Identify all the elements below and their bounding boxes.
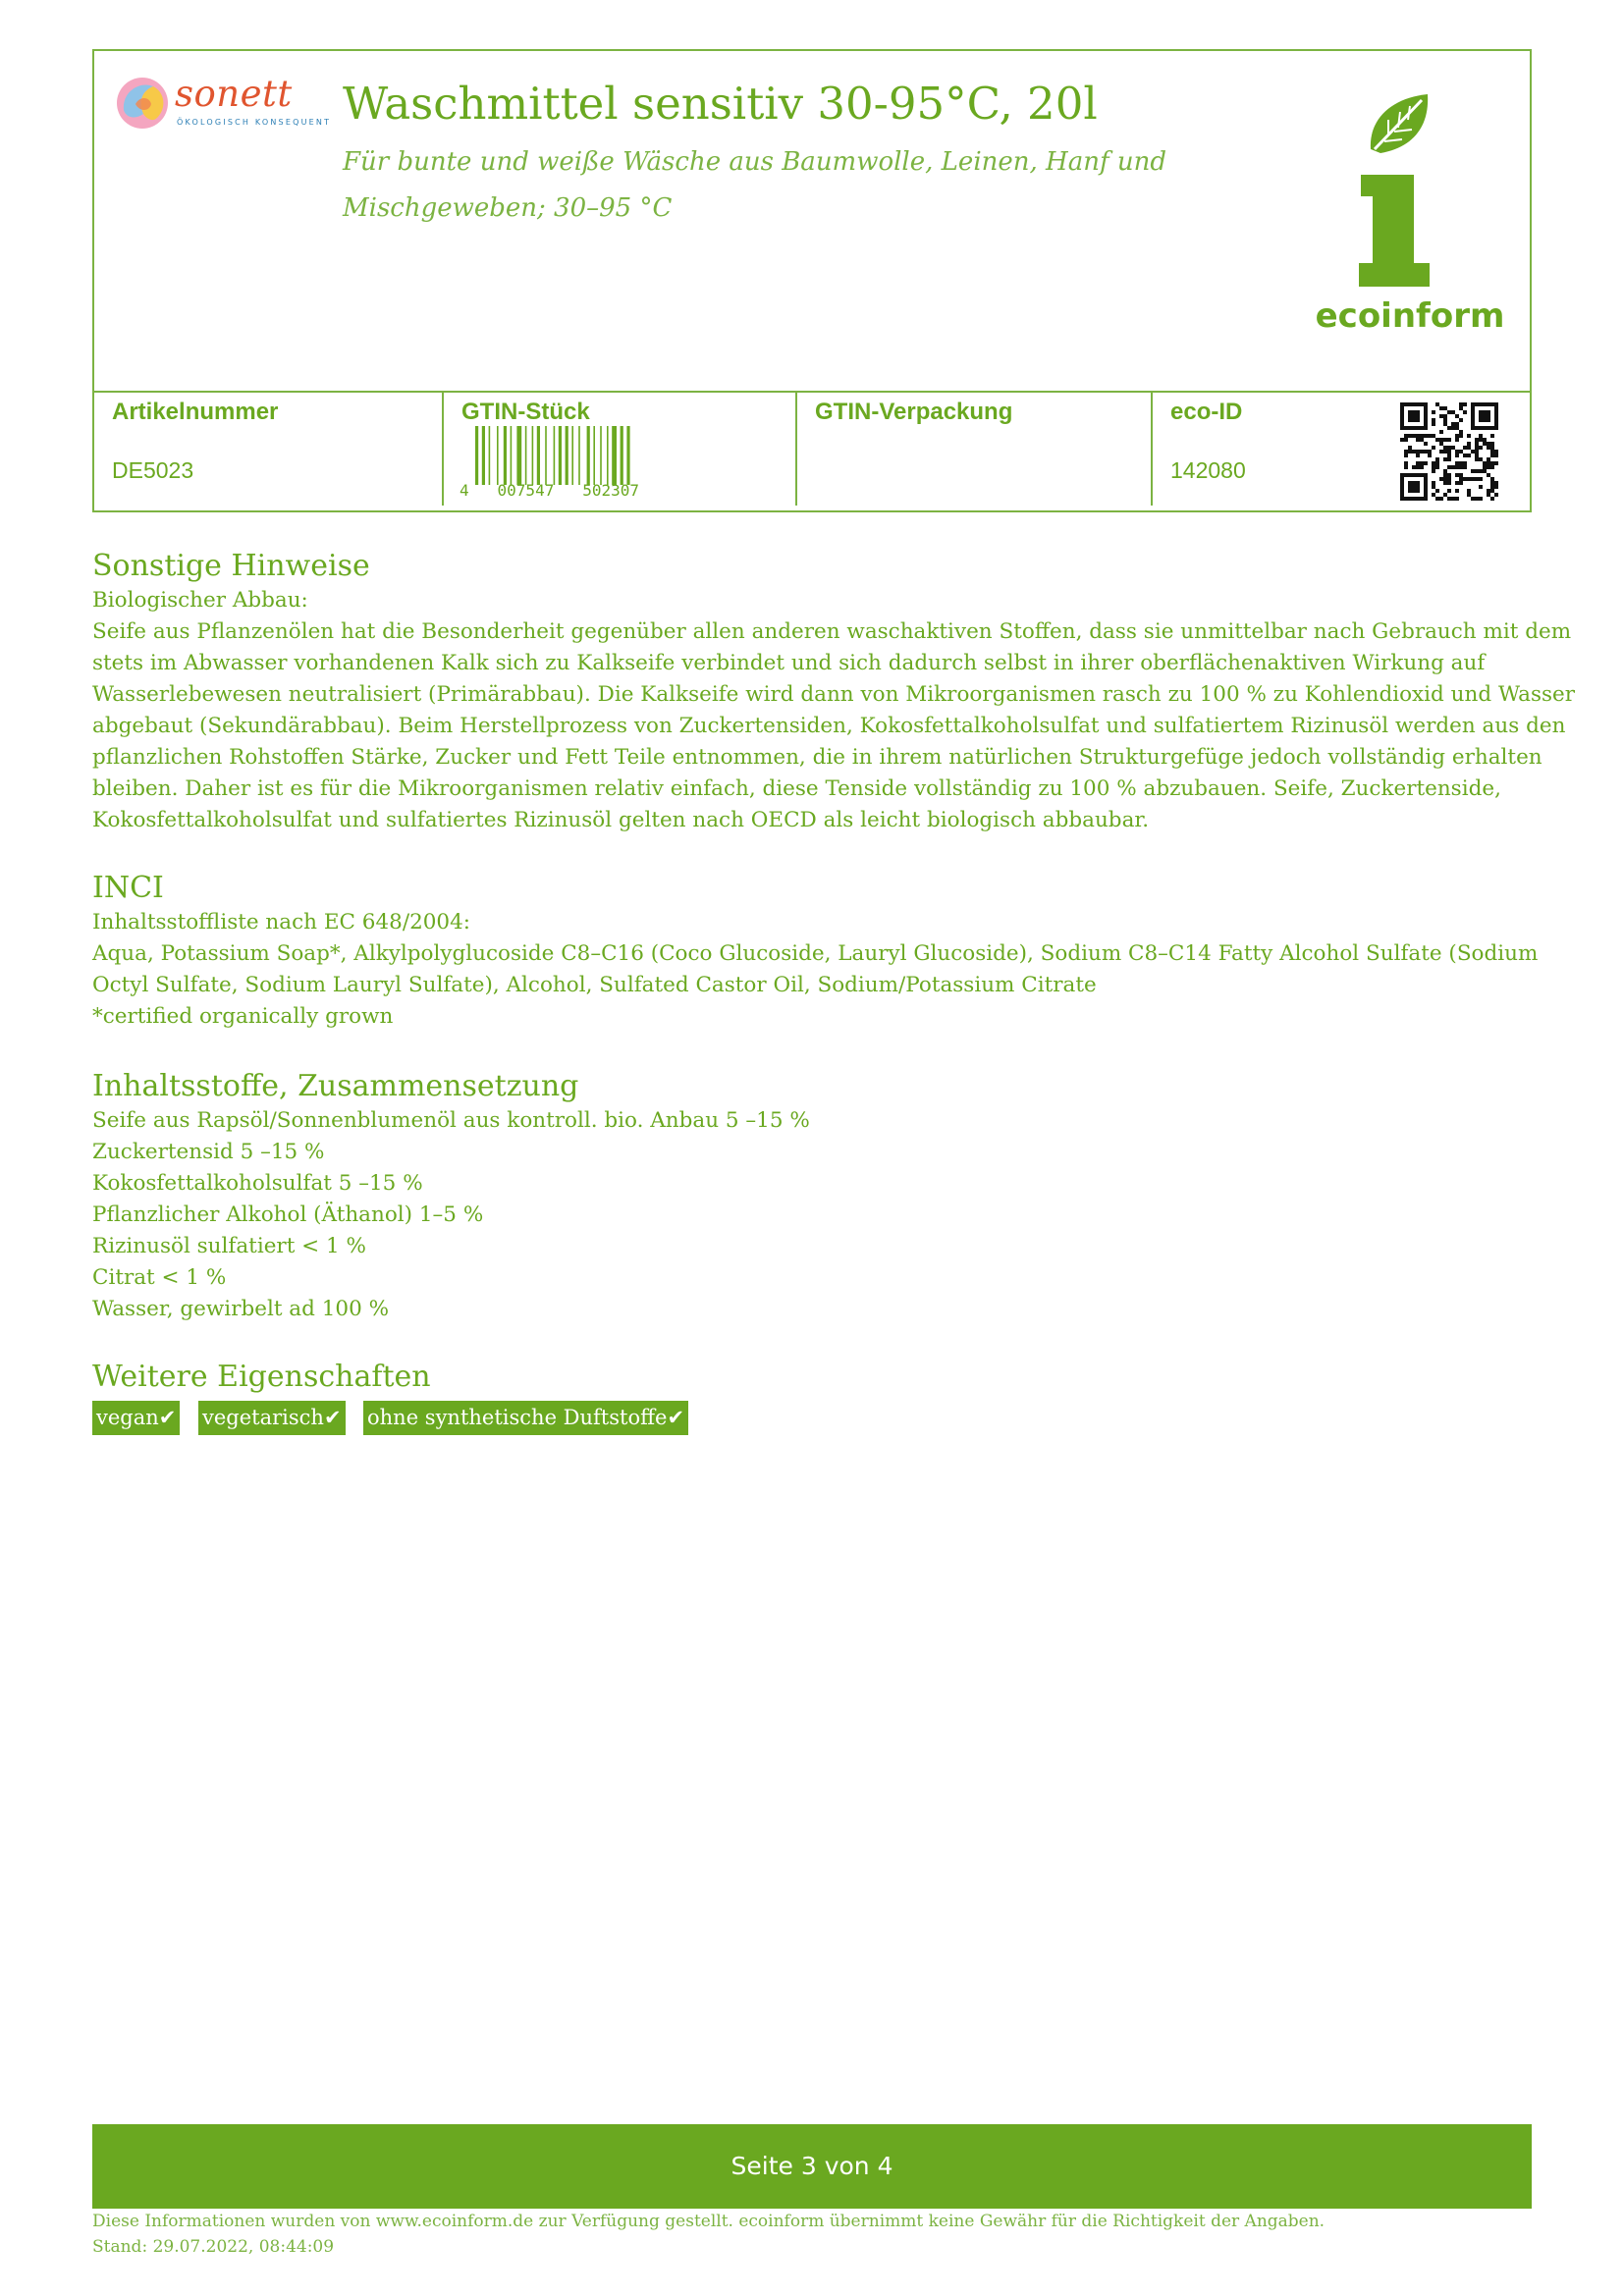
text-line: Seife aus Pflanzenölen hat die Besonderheit gegenüber allen anderen waschaktiven Stoffen, dass sie unmittelbar nach Gebrauch mit dem (92, 619, 1572, 644)
tag-ohne-duftstoffe: ohne synthetische Duftstoffe✔ (363, 1401, 688, 1435)
qr-module (1487, 442, 1490, 446)
text-line: Kokosfettalkoholsulfat und sulfatiertes Rizinusöl gelten nach OECD als leicht biologisch abbaubar. (92, 808, 1150, 832)
ingredient-line: Kokosfettalkoholsulfat 5 –15 % (92, 1171, 423, 1196)
gtin-verpackung-cell (797, 393, 1151, 510)
qr-module (1490, 485, 1494, 489)
qr-module (1432, 481, 1435, 485)
qr-module (1451, 410, 1455, 414)
sonett-logo (114, 71, 330, 139)
qr-module (1443, 418, 1447, 422)
qr-module (1408, 434, 1412, 438)
text-line: Octyl Sulfate, Sodium Lauryl Sulfate), Alcohol, Sulfated Castor Oil, Sodium/Potassium Citrate (92, 973, 1097, 997)
qr-module (1459, 450, 1463, 454)
qr-module (1443, 422, 1447, 426)
text-line: *certified organically grown (92, 1004, 394, 1029)
footer-bar (92, 2124, 1532, 2209)
qr-module (1432, 485, 1435, 489)
subtitle-line: Mischgeweben; 30–95 °C (343, 193, 673, 223)
text-line: bleiben. Daher ist es für die Mikroorganismen relativ einfach, diese Tenside vollständig zu 100 % abzubauen. Seife, Zuckertenside, (92, 776, 1501, 801)
qr-module (1416, 438, 1420, 442)
qr-module (1404, 465, 1408, 469)
qr-module (1439, 406, 1443, 410)
barcode-bar (600, 426, 602, 485)
barcode-bar (626, 426, 629, 485)
qr-module (1439, 414, 1443, 418)
qr-module (1443, 493, 1447, 497)
qr-module (1408, 410, 1420, 422)
subtitle-line: Für bunte und weiße Wäsche aus Baumwolle, Leinen, Hanf und (343, 147, 1166, 177)
qr-module (1479, 434, 1483, 438)
section-title: Weitere Eigenschaften (92, 1360, 431, 1394)
qr-module (1420, 434, 1424, 438)
qr-module (1494, 481, 1498, 485)
barcode-bar (482, 426, 485, 485)
ingredient-line: Seife aus Rapsöl/Sonnenblumenöl aus kontroll. bio. Anbau 5 –15 % (92, 1108, 810, 1133)
section-title: Sonstige Hinweise (92, 549, 370, 583)
qr-module (1455, 489, 1459, 493)
qr-module (1443, 438, 1447, 442)
qr-module (1467, 446, 1471, 450)
qr-module (1424, 450, 1428, 454)
qr-module (1490, 454, 1494, 457)
qr-module (1490, 481, 1494, 485)
qr-module (1463, 446, 1467, 450)
qr-module (1490, 450, 1494, 454)
qr-module (1479, 438, 1483, 442)
qr-module (1490, 477, 1494, 481)
qr-module (1447, 497, 1451, 501)
gtin-stueck-cell (444, 393, 795, 510)
barcode-bar (612, 426, 617, 485)
qr-module (1416, 461, 1420, 465)
qr-module (1435, 497, 1439, 501)
qr-module (1432, 418, 1435, 422)
qr-module (1455, 414, 1459, 418)
qr-module (1447, 446, 1451, 450)
artikelnummer-label: Artikelnummer (112, 399, 279, 425)
section-body (92, 1105, 1532, 1325)
qr-module (1463, 402, 1467, 406)
qr-module (1475, 457, 1479, 461)
qr-module (1455, 438, 1459, 442)
qr-module (1439, 450, 1443, 454)
leaf-icon (1312, 90, 1508, 296)
qr-module (1459, 477, 1463, 481)
qr-module (1459, 461, 1463, 465)
qr-module (1487, 461, 1490, 465)
qr-module (1420, 450, 1424, 454)
qr-module (1463, 477, 1467, 481)
qr-module (1479, 410, 1490, 422)
tag-vegan: vegan✔ (92, 1401, 180, 1435)
qr-module (1467, 477, 1471, 481)
product-subtitle (343, 139, 1187, 232)
ecoinform-logo (1312, 90, 1508, 350)
qr-module (1490, 446, 1494, 450)
section-inhaltsstoffe (92, 1068, 1532, 1325)
qr-module (1459, 406, 1463, 410)
qr-module (1408, 481, 1420, 493)
qr-module (1408, 450, 1412, 454)
qr-module (1424, 442, 1428, 446)
qr-module (1455, 450, 1459, 454)
qr-module (1479, 497, 1483, 501)
qr-module (1408, 446, 1412, 450)
qr-module (1447, 426, 1451, 430)
qr-module (1479, 477, 1483, 481)
text-line: Biologischer Abbau: (92, 588, 308, 613)
qr-module (1439, 497, 1443, 501)
qr-module (1483, 461, 1487, 465)
barcode-bar (566, 426, 568, 485)
qr-module (1463, 454, 1467, 457)
qr-module (1494, 454, 1498, 457)
qr-module (1447, 410, 1451, 414)
qr-module (1467, 442, 1471, 446)
qr-module (1475, 442, 1479, 446)
qr-module (1443, 477, 1447, 481)
qr-module (1459, 434, 1463, 438)
qr-module (1432, 469, 1435, 473)
qr-module (1447, 477, 1451, 481)
stand-date: Stand: 29.07.2022, 08:44:09 (92, 2237, 335, 2257)
qr-module (1432, 446, 1435, 450)
barcode-bar (537, 426, 540, 485)
qr-module (1432, 410, 1435, 414)
qr-module (1443, 450, 1447, 454)
qr-module (1459, 473, 1463, 477)
barcode-bar (578, 426, 580, 485)
section-eigenschaften (92, 1359, 1532, 1396)
qr-module (1439, 430, 1443, 434)
qr-module (1412, 450, 1416, 454)
qr-module (1432, 461, 1435, 465)
eco-id-label: eco-ID (1170, 399, 1243, 425)
qr-module (1475, 450, 1479, 454)
ingredient-line: Pflanzlicher Alkohol (Äthanol) 1–5 % (92, 1202, 484, 1227)
qr-module (1451, 426, 1455, 430)
qr-module (1494, 485, 1498, 489)
text-line: pflanzlichen Rohstoffen Stärke, Zucker und Fett Teile entnommen, die in ihrem natürlichen Strukturgefüge jedoch vollständig erhalten (92, 745, 1542, 770)
qr-module (1455, 497, 1459, 501)
gtin-verpackung-label: GTIN-Verpackung (815, 399, 1013, 425)
qr-module (1400, 438, 1404, 442)
qr-module (1432, 465, 1435, 469)
qr-module (1463, 410, 1467, 414)
qr-module (1435, 438, 1439, 442)
qr-module (1424, 434, 1428, 438)
qr-module (1467, 454, 1471, 457)
qr-module (1443, 473, 1447, 477)
qr-module (1479, 469, 1483, 473)
qr-module (1483, 469, 1487, 473)
qr-module (1439, 477, 1443, 481)
qr-module (1435, 402, 1439, 406)
barcode-bar (559, 426, 562, 485)
qr-module (1479, 457, 1483, 461)
qr-module (1435, 457, 1439, 461)
text-line: abgebaut (Sekundärabbau). Beim Herstellprozess von Zuckertensiden, Kokosfettalkoholsulfat und sulfatiertem Rizinusöl werden aus den (92, 714, 1566, 738)
qr-module (1467, 489, 1471, 493)
qr-module (1404, 461, 1408, 465)
text-line: stets im Abwasser vorhandenen Kalk sich zu Kalkseife verbindet und sich dadurch selbst in ihrer oberflächenaktiven Wirkung auf (92, 651, 1486, 675)
qr-module (1487, 493, 1490, 497)
qr-module (1455, 473, 1459, 477)
qr-module (1494, 461, 1498, 465)
page-number: Seite 3 von 4 (730, 2152, 893, 2180)
qr-module (1416, 465, 1420, 469)
qr-module (1428, 434, 1432, 438)
qr-module (1412, 434, 1416, 438)
qr-module (1428, 450, 1432, 454)
qr-module (1490, 442, 1494, 446)
barcode-bar (511, 426, 513, 485)
qr-module (1443, 446, 1447, 450)
qr-module (1455, 434, 1459, 438)
barcode-bar (489, 426, 491, 485)
qr-module (1459, 481, 1463, 485)
qr-module (1479, 485, 1483, 489)
disclaimer-text: Diese Informationen wurden von www.ecoinform.de zur Verfügung gestellt. ecoinform übernimmt keine Gewähr für die Richtigkeit der Angaben. (92, 2212, 1325, 2231)
qr-module (1432, 422, 1435, 426)
qr-module (1487, 489, 1490, 493)
product-info-row (94, 393, 1530, 510)
tag-vegetarisch: vegetarisch✔ (198, 1401, 346, 1435)
qr-module (1451, 446, 1455, 450)
qr-module (1412, 465, 1416, 469)
qr-module (1451, 465, 1455, 469)
barcode-bar (532, 426, 534, 485)
qr-module (1439, 438, 1443, 442)
qr-module (1494, 450, 1498, 454)
sonett-swirl-icon (114, 75, 171, 132)
qr-module (1471, 469, 1475, 473)
qr-module (1447, 454, 1451, 457)
qr-module (1475, 446, 1479, 450)
barcode-bar (587, 426, 590, 485)
qr-module (1447, 438, 1451, 442)
qr-module (1443, 481, 1447, 485)
qr-module (1471, 497, 1475, 501)
text-line: Wasserlebewesen neutralisiert (Primärabbau). Die Kalkseife wird dann von Mikroorganismen rasch zu 100 % zu Kohlendioxid und Wasser (92, 682, 1576, 707)
ingredient-line: Citrat < 1 % (92, 1265, 227, 1290)
qr-module (1455, 481, 1459, 485)
section-inci (92, 870, 1539, 1033)
qr-module (1404, 438, 1408, 442)
ingredient-line: Rizinusöl sulfatiert < 1 % (92, 1234, 366, 1258)
qr-module (1435, 489, 1439, 493)
qr-module (1432, 434, 1435, 438)
qr-module (1467, 434, 1471, 438)
qr-module (1435, 465, 1439, 469)
qr-module (1443, 469, 1447, 473)
qr-module (1475, 477, 1479, 481)
qr-module (1475, 469, 1479, 473)
qr-module (1404, 454, 1408, 457)
qr-module (1459, 402, 1463, 406)
qr-module (1447, 465, 1451, 469)
qr-module (1416, 454, 1420, 457)
barcode-bar (525, 426, 527, 485)
qr-module (1479, 446, 1483, 450)
qr-module (1404, 450, 1408, 454)
qr-module (1447, 457, 1451, 461)
barcode-bar (475, 426, 478, 485)
qr-module (1459, 430, 1463, 434)
qr-module (1428, 454, 1432, 457)
barcode (460, 426, 656, 505)
qr-module (1443, 414, 1447, 418)
qr-module (1483, 465, 1487, 469)
qr-module (1490, 489, 1494, 493)
qr-module (1443, 457, 1447, 461)
barcode-digits: 4 007547 502307 (460, 481, 640, 500)
qr-module (1420, 461, 1424, 465)
ingredient-line: Zuckertensid 5 –15 % (92, 1140, 325, 1164)
qr-module (1471, 477, 1475, 481)
text-line: Inhaltsstoffliste nach EC 648/2004: (92, 910, 471, 934)
qr-module (1455, 461, 1459, 465)
qr-module (1483, 438, 1487, 442)
artikelnummer-cell (94, 393, 442, 510)
qr-module (1487, 457, 1490, 461)
section-body (92, 907, 1539, 1033)
qr-module (1475, 454, 1479, 457)
qr-module (1416, 434, 1420, 438)
qr-module (1447, 489, 1451, 493)
qr-module (1487, 446, 1490, 450)
section-title: INCI (92, 871, 164, 905)
disclaimer (92, 2209, 1325, 2260)
qr-module (1471, 450, 1475, 454)
qr-module (1463, 465, 1467, 469)
qr-module (1463, 461, 1467, 465)
barcode-bar (607, 426, 609, 485)
qr-module (1487, 465, 1490, 469)
barcode-bar (504, 426, 507, 485)
product-title: Waschmittel sensitiv 30-95°C, 20l (343, 78, 1098, 130)
barcode-icon (460, 426, 656, 485)
qr-module (1416, 450, 1420, 454)
section-title: Inhaltsstoffe, Zusammensetzung (92, 1069, 579, 1103)
qr-module (1494, 493, 1498, 497)
barcode-bar (571, 426, 573, 485)
qr-module (1447, 450, 1451, 454)
barcode-bar (554, 426, 556, 485)
barcode-bar (516, 426, 521, 485)
qr-module (1451, 497, 1455, 501)
qr-module (1435, 461, 1439, 465)
qr-module (1447, 473, 1451, 477)
qr-module (1420, 438, 1424, 442)
qr-module (1483, 442, 1487, 446)
qr-module (1475, 497, 1479, 501)
qr-code-icon (1400, 402, 1498, 501)
qr-module (1487, 473, 1490, 477)
qr-module (1455, 426, 1459, 430)
sonett-tagline: ÖKOLOGISCH KONSEQUENT (177, 118, 332, 127)
qr-module (1424, 461, 1428, 465)
qr-module (1490, 434, 1494, 438)
header-box (92, 49, 1532, 512)
qr-module (1459, 465, 1463, 469)
barcode-bar (593, 426, 595, 485)
section-hinweise (92, 548, 1576, 836)
text-line: Aqua, Potassium Soap*, Alkylpolyglucoside C8–C16 (Coco Glucoside, Lauryl Glucoside), Sodium C8–C14 Fatty Alcohol Sulfate (Sodium (92, 941, 1539, 966)
qr-module (1459, 418, 1463, 422)
qr-module (1455, 454, 1459, 457)
qr-module (1420, 465, 1424, 469)
qr-module (1439, 442, 1443, 446)
qr-module (1404, 434, 1408, 438)
header-top (94, 51, 1530, 393)
qr-module (1432, 493, 1435, 497)
qr-module (1455, 422, 1459, 426)
qr-module (1443, 406, 1447, 410)
qr-module (1490, 461, 1494, 465)
ingredient-line: Wasser, gewirbelt ad 100 % (92, 1297, 390, 1321)
qr-module (1475, 438, 1479, 442)
artikelnummer-value: DE5023 (112, 457, 194, 483)
qr-module (1467, 493, 1471, 497)
section-body (92, 585, 1576, 836)
barcode-bar (621, 426, 623, 485)
barcode-bar (497, 426, 499, 485)
qr-module (1447, 481, 1451, 485)
sonett-wordmark: sonett (175, 73, 293, 115)
ecoinform-wordmark: ecoinform (1315, 296, 1505, 336)
eco-id-value: 142080 (1170, 457, 1246, 483)
qr-module (1451, 422, 1455, 426)
qr-module (1490, 497, 1494, 501)
barcode-bar (545, 426, 547, 485)
qr-module (1490, 465, 1494, 469)
qr-module (1455, 465, 1459, 469)
gtin-stueck-label: GTIN-Stück (461, 399, 590, 425)
